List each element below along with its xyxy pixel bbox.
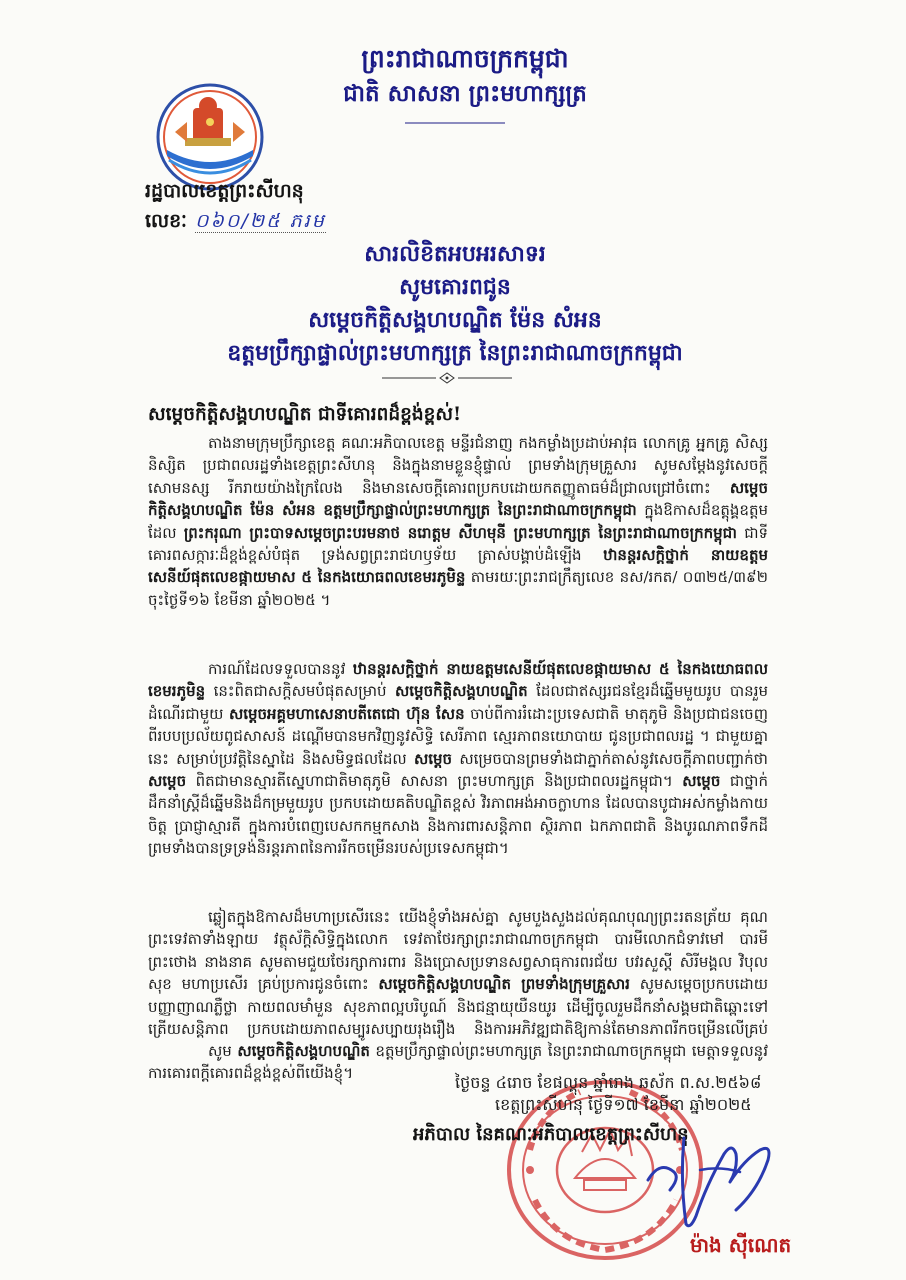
solar-date: ខេត្តព្រះសីហនុ ថ្ងៃទី១៧ ខែមីនា ឆ្នាំ២០២៥	[495, 1095, 752, 1114]
p2-text-i: សម្រេចបានព្រមទាំងជាភ្នាក់តាស់នូវសេចក្តីភាពបញ្ជាក់ថា	[459, 749, 768, 768]
p2-rank: ឋានន្តរសក្តិថ្នាក់ នាយឧត្តមសេនីយ៍ផុតលេខផ្កាយមាស ៥ នៃកងយោធពលខេមរភូមិន្ទ	[148, 660, 768, 701]
p4-text-a: សូម	[208, 1042, 232, 1060]
p1-text-e: ជាទីគោរពសក្ការៈដ៏ខ្ពង់ខ្ពស់បំផុត ទ្រង់សព្វព្រះរាជហឫទ័យ ត្រាស់បង្គាប់ដំឡើង	[148, 523, 768, 565]
p1-text-a: តាងនាមក្រុមប្រឹក្សាខេត្ត គណៈអភិបាលខេត្ត មន្ទីរជំនាញ កងកម្លាំងប្រដាប់អាវុធ លោកគ្រូ អ្នកគ្រូ សិស្ស និស្សិត ប្រជាពលរដ្ឋទាំងខេត្តព្រះសីហនុ និងក្នុងនាមខ្លួនខ្ញុំផ្ទាល់ ព្រមទាំងក្រុមគ្រួសារ សូមសម្តែងនូវសេចក្តីសោមនស្ស រីករាយយ៉ាងក្រៃលែង និងមានសេចក្តីគោរពប្រកបដោយកតញ្ញូតាធម៌ដ៏ជ្រាលជ្រៅចំពោះ	[148, 434, 768, 497]
signer-title: អភិបាល នៃគណៈអភិបាលខេត្តព្រះសីហនុ	[413, 1124, 689, 1145]
provincial-emblem-icon	[155, 82, 265, 192]
p2-text-e: ដែលជាឥស្សរជនខ្មែរដ៏ឆ្នើមមួយរូប បានរួមដំណើរជាមួយ	[148, 682, 768, 723]
title-respectfully: សូមគោរពជូន	[399, 274, 511, 300]
reference-label: លេខៈ	[145, 210, 187, 232]
salutation: សម្តេចកិត្តិសង្គហបណ្ឌិត ជាទីគោរពដ៏ខ្ពង់ខ្ពស់!	[148, 404, 462, 425]
p3-recipient: សម្តេចកិត្តិសង្គហបណ្ឌិត ព្រមទាំងក្រុមគ្រួសារ	[378, 975, 630, 994]
paragraph-1	[148, 432, 768, 662]
title-recipient-name: សម្តេចកិត្តិសង្គហបណ្ឌិត ម៉ែន សំអន	[308, 307, 602, 333]
handwritten-signature-icon	[640, 1120, 790, 1235]
date-block	[455, 1072, 775, 1116]
p2-hun-sen: សម្តេចអគ្គមហាសេនាបតីតេជោ ហ៊ុន សែន	[228, 704, 465, 723]
p1-text-c: ក្នុងឱកាសដ៏ឧត្តុង្គឧត្តមដែល	[148, 501, 768, 542]
lunar-date: ថ្ងៃចន្ទ ៤រោច ខែផល្គុន ឆ្នាំរោង ឆស័ក ព.ស.២៥៦៨	[455, 1073, 762, 1092]
p1-king: ព្រះករុណា ព្រះបាទសម្តេចព្រះបរមនាថ នរោត្តម សីហមុនី ព្រះមហាក្សត្រ នៃព្រះរាជាណាចក្រកម្ពុជា	[183, 523, 737, 542]
p2-text-k: ពិតជាមានស្មារតីស្នេហាជាតិមាតុភូមិ សាសនា ព្រះមហាក្សត្រ និងប្រជាពលរដ្ឋកម្ពុជា។	[195, 772, 673, 791]
p2-text-m: ជាថ្នាក់ដឹកនាំស្ត្រីដ៏ឆ្នើមនិងដ៏កម្រមួយរូប ប្រកបដោយគតិបណ្ឌិតខ្ពស់ វិរភាពអង់អាចក្លាហាន ដែលបានបូជាអស់កម្លាំងកាយចិត្ត ប្រាជ្ញាស្មារតី ក្នុងការបំពេញបេសកកម្មកសាង និងការពារសន្តិភាព ស្ថិរភាព ឯកភាពជាតិ និងបូរណភាពទឹកដី ព្រមទាំងបានទ្រទ្រង់និរន្តរភាពនៃការរីកចម្រើនរបស់ប្រទេសកម្ពុជា។	[148, 772, 768, 858]
paragraph-2	[148, 658, 768, 908]
p2-text-a: ការណ៍ដែលទទួលបាននូវ	[208, 660, 346, 678]
p1-rank: ឋានន្តរសក្តិថ្នាក់ នាយឧត្តមសេនីយ៍ផុតលេខផ្កាយមាស ៥ នៃកងយោធពលខេមរភូមិន្ទ	[148, 546, 768, 587]
p3-text-a: ឆ្លៀតក្នុងឱកាសដ៏មហាប្រសើរនេះ យើងខ្ញុំទាំងអស់គ្នា សូមបួងសួងដល់គុណបុណ្យព្រះរតនត្រ័យ គុណព្រះទេវតាទាំងឡាយ វត្ថុស័ក្តិសិទ្ធិក្នុងលោក ទេវតាថែរក្សាព្រះរាជាណាចក្រកម្ពុជា បារមីលោកជំទាវមៅ បារមីព្រះថោង នាងនាគ សូមតាមជួយថែរក្សាការពារ និងប្រោសប្រទានសព្វសាធុការពរជ័យ បវរសួស្តី សិរីមង្គល វិបុលសុខ មហាប្រសើរ គ្រប់ប្រការជូនចំពោះ	[148, 908, 768, 994]
p2-text-c: នេះពិតជាសក្តិសមបំផុតសម្រាប់	[213, 682, 387, 701]
ornamental-divider-icon	[382, 372, 512, 384]
p2-samdech-1: សម្តេច	[413, 749, 453, 768]
signer-name: ម៉ាង ស៊ីណេត	[690, 1233, 792, 1257]
paragraph-3	[148, 906, 768, 1041]
p1-decree: តាមរយៈព្រះរាជក្រឹត្យលេខ នស/រកត/ ០៣២៥/៣៩២ ចុះថ្ងៃទី១៦ ខែមីនា ឆ្នាំ២០២៥ ។	[148, 568, 768, 609]
p3-text-c: សូមសម្តេចប្រកបដោយបញ្ញាញាណភ្លឺថ្លា កាយពលមាំមួន សុខភាពល្អបរិបូណ៍ និងជន្មាយុយឺនយូរ ដើម្បីចូលរួមដឹកនាំសង្គមជាតិឆ្ពោះទៅត្រើយសន្តិភាព ប្រកបដោយភាពសម្បូរសប្បាយរុងរឿង និងការអភិវឌ្ឍជាតិឱ្យកាន់តែមានភាពរីកចម្រើនលើគ្រប់	[148, 975, 768, 1039]
p2-text-g: ចាប់ពីការរំដោះប្រទេសជាតិ មាតុភូមិ និងប្រជាជនចេញពីរបបប្រល័យពូជសាសន៍ ដណ្តើមបានមកវិញនូវសិទ្ធិ សេរីភាព ស្មេរភាពនយោបាយ ជូនប្រជាពលរដ្ឋ ។ ជាមួយគ្នានេះ សម្រាប់ប្រវត្តិនៃស្នាដៃ និងសមិទ្ធផលដែល	[148, 704, 768, 768]
p2-recipient: សម្តេចកិត្តិសង្គហបណ្ឌិត	[395, 682, 528, 701]
letter-title	[150, 238, 760, 370]
reference-number	[145, 208, 326, 234]
issuing-organization: រដ្ឋបាលខេត្តព្រះសីហនុ	[145, 180, 304, 202]
national-motto: ជាតិ សាសនា ព្រះមហាក្សត្រ	[343, 80, 587, 107]
motto-underline	[405, 120, 505, 126]
p4-recipient: សម្តេចកិត្តិសង្គហបណ្ឌិត	[237, 1042, 370, 1060]
p4-text-c: ឧត្តមប្រឹក្សាផ្ទាល់ព្រះមហាក្សត្រ នៃព្រះរាជាណាចក្រកម្ពុជា មេត្តាទទួលនូវការគោរពក្តីគោរពដ៏ខ្ពង់ខ្ពស់ពីយើងខ្ញុំ។	[148, 1042, 768, 1083]
p2-samdech-2: សម្តេច	[148, 772, 187, 791]
title-recipient-position: ឧត្តមប្រឹក្សាផ្ទាល់ព្រះមហាក្សត្រ នៃព្រះរាជាណាចក្រកម្ពុជា	[227, 340, 683, 366]
kingdom-heading: ព្រះរាជាណាចក្រកម្ពុជា	[361, 44, 569, 73]
title-congratulations: សារលិខិតអបអរសាទរ	[364, 241, 546, 267]
p2-samdech-3: សម្តេច	[682, 772, 721, 791]
reference-value: ០៦០/២៥ ភរម	[194, 210, 326, 232]
p1-recipient: សម្តេចកិត្តិសង្គហបណ្ឌិត ម៉ែន សំអន ឧត្តមប្រឹក្សាផ្ទាល់ព្រះមហាក្សត្រ នៃព្រះរាជាណាចក្រកម្ពុជា	[148, 478, 768, 520]
